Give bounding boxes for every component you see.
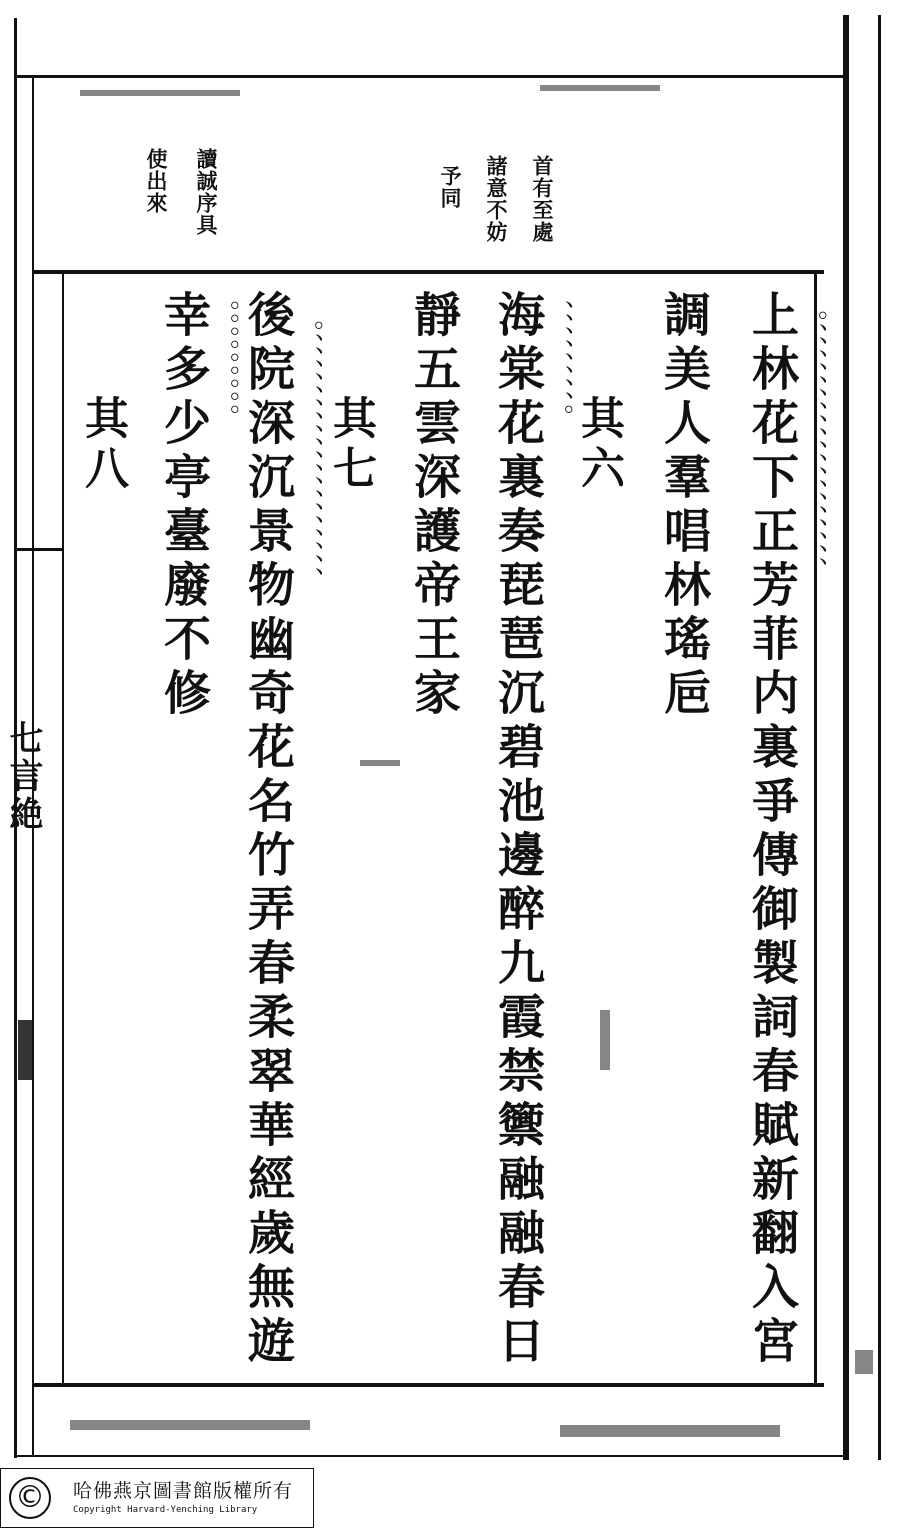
scan-noise — [600, 1010, 610, 1070]
margin-category-label: 七言絶 — [3, 720, 43, 834]
bottom-border — [16, 1455, 846, 1457]
poem-column-2: 調美人羣唱林瑤巵 — [656, 290, 711, 722]
poem-subtitle-7: 其七 — [325, 395, 376, 495]
poem-subtitle-8: 其八 — [77, 395, 128, 495]
commentary-note: 使出來 — [144, 148, 169, 214]
poem-column-5: 靜五雲深護帝王家 — [406, 290, 461, 722]
text-area-top-rule — [34, 270, 824, 274]
margin-fish-tail-mark — [18, 1020, 32, 1080]
copyright-text-english: Copyright Harvard-Yenching Library — [73, 1505, 258, 1515]
right-border-thin — [878, 15, 881, 1460]
copyright-icon: © — [9, 1477, 51, 1519]
poem-column-8: 幸多少亭臺廢不修 — [156, 290, 211, 722]
text-area-bottom-rule — [34, 1383, 824, 1387]
commentary-note: 予同 — [438, 165, 463, 209]
top-border — [16, 75, 846, 78]
commentary-note: 諸意不妨 — [484, 155, 509, 243]
scan-noise — [360, 760, 400, 766]
scan-noise — [70, 1420, 310, 1430]
scan-noise — [540, 85, 660, 91]
poem-column-1: 上林花下正芳菲内裏爭傳御製詞春賦新翻入宮 — [744, 290, 799, 1370]
poem-subtitle-6: 其六 — [573, 395, 624, 495]
commentary-note: 首有至處 — [530, 155, 555, 243]
poem-column-7: 後院深沉景物幽奇花名竹弄春柔翠華經歲無遊 — [240, 290, 295, 1370]
commentary-note: 讀誠序具 — [194, 148, 219, 236]
poem-column-4: 海棠花裏奏琵琶沉碧池邊醉九霞禁籞融融春日 — [490, 290, 545, 1370]
punctuation-marks-col1: 。、、、、、、、、、、、、、、、、、、、 — [798, 310, 828, 583]
punctuation-marks-col8: 。。。。。。。。。 — [210, 300, 240, 430]
text-area-left-rule — [62, 270, 64, 1387]
scan-noise — [855, 1350, 873, 1374]
scan-noise — [80, 90, 240, 96]
punctuation-marks-col4: 、、、、、、、、。 — [544, 300, 574, 430]
scan-noise — [560, 1425, 780, 1437]
copyright-stamp — [0, 1468, 314, 1528]
punctuation-marks-col7: 。、、、、、、、、、、、、、、、、、、、 — [294, 320, 324, 593]
margin-divider — [16, 548, 62, 551]
right-border-thick — [843, 15, 849, 1460]
copyright-text-chinese: 哈佛燕京圖書館版權所有 — [73, 1480, 294, 1502]
